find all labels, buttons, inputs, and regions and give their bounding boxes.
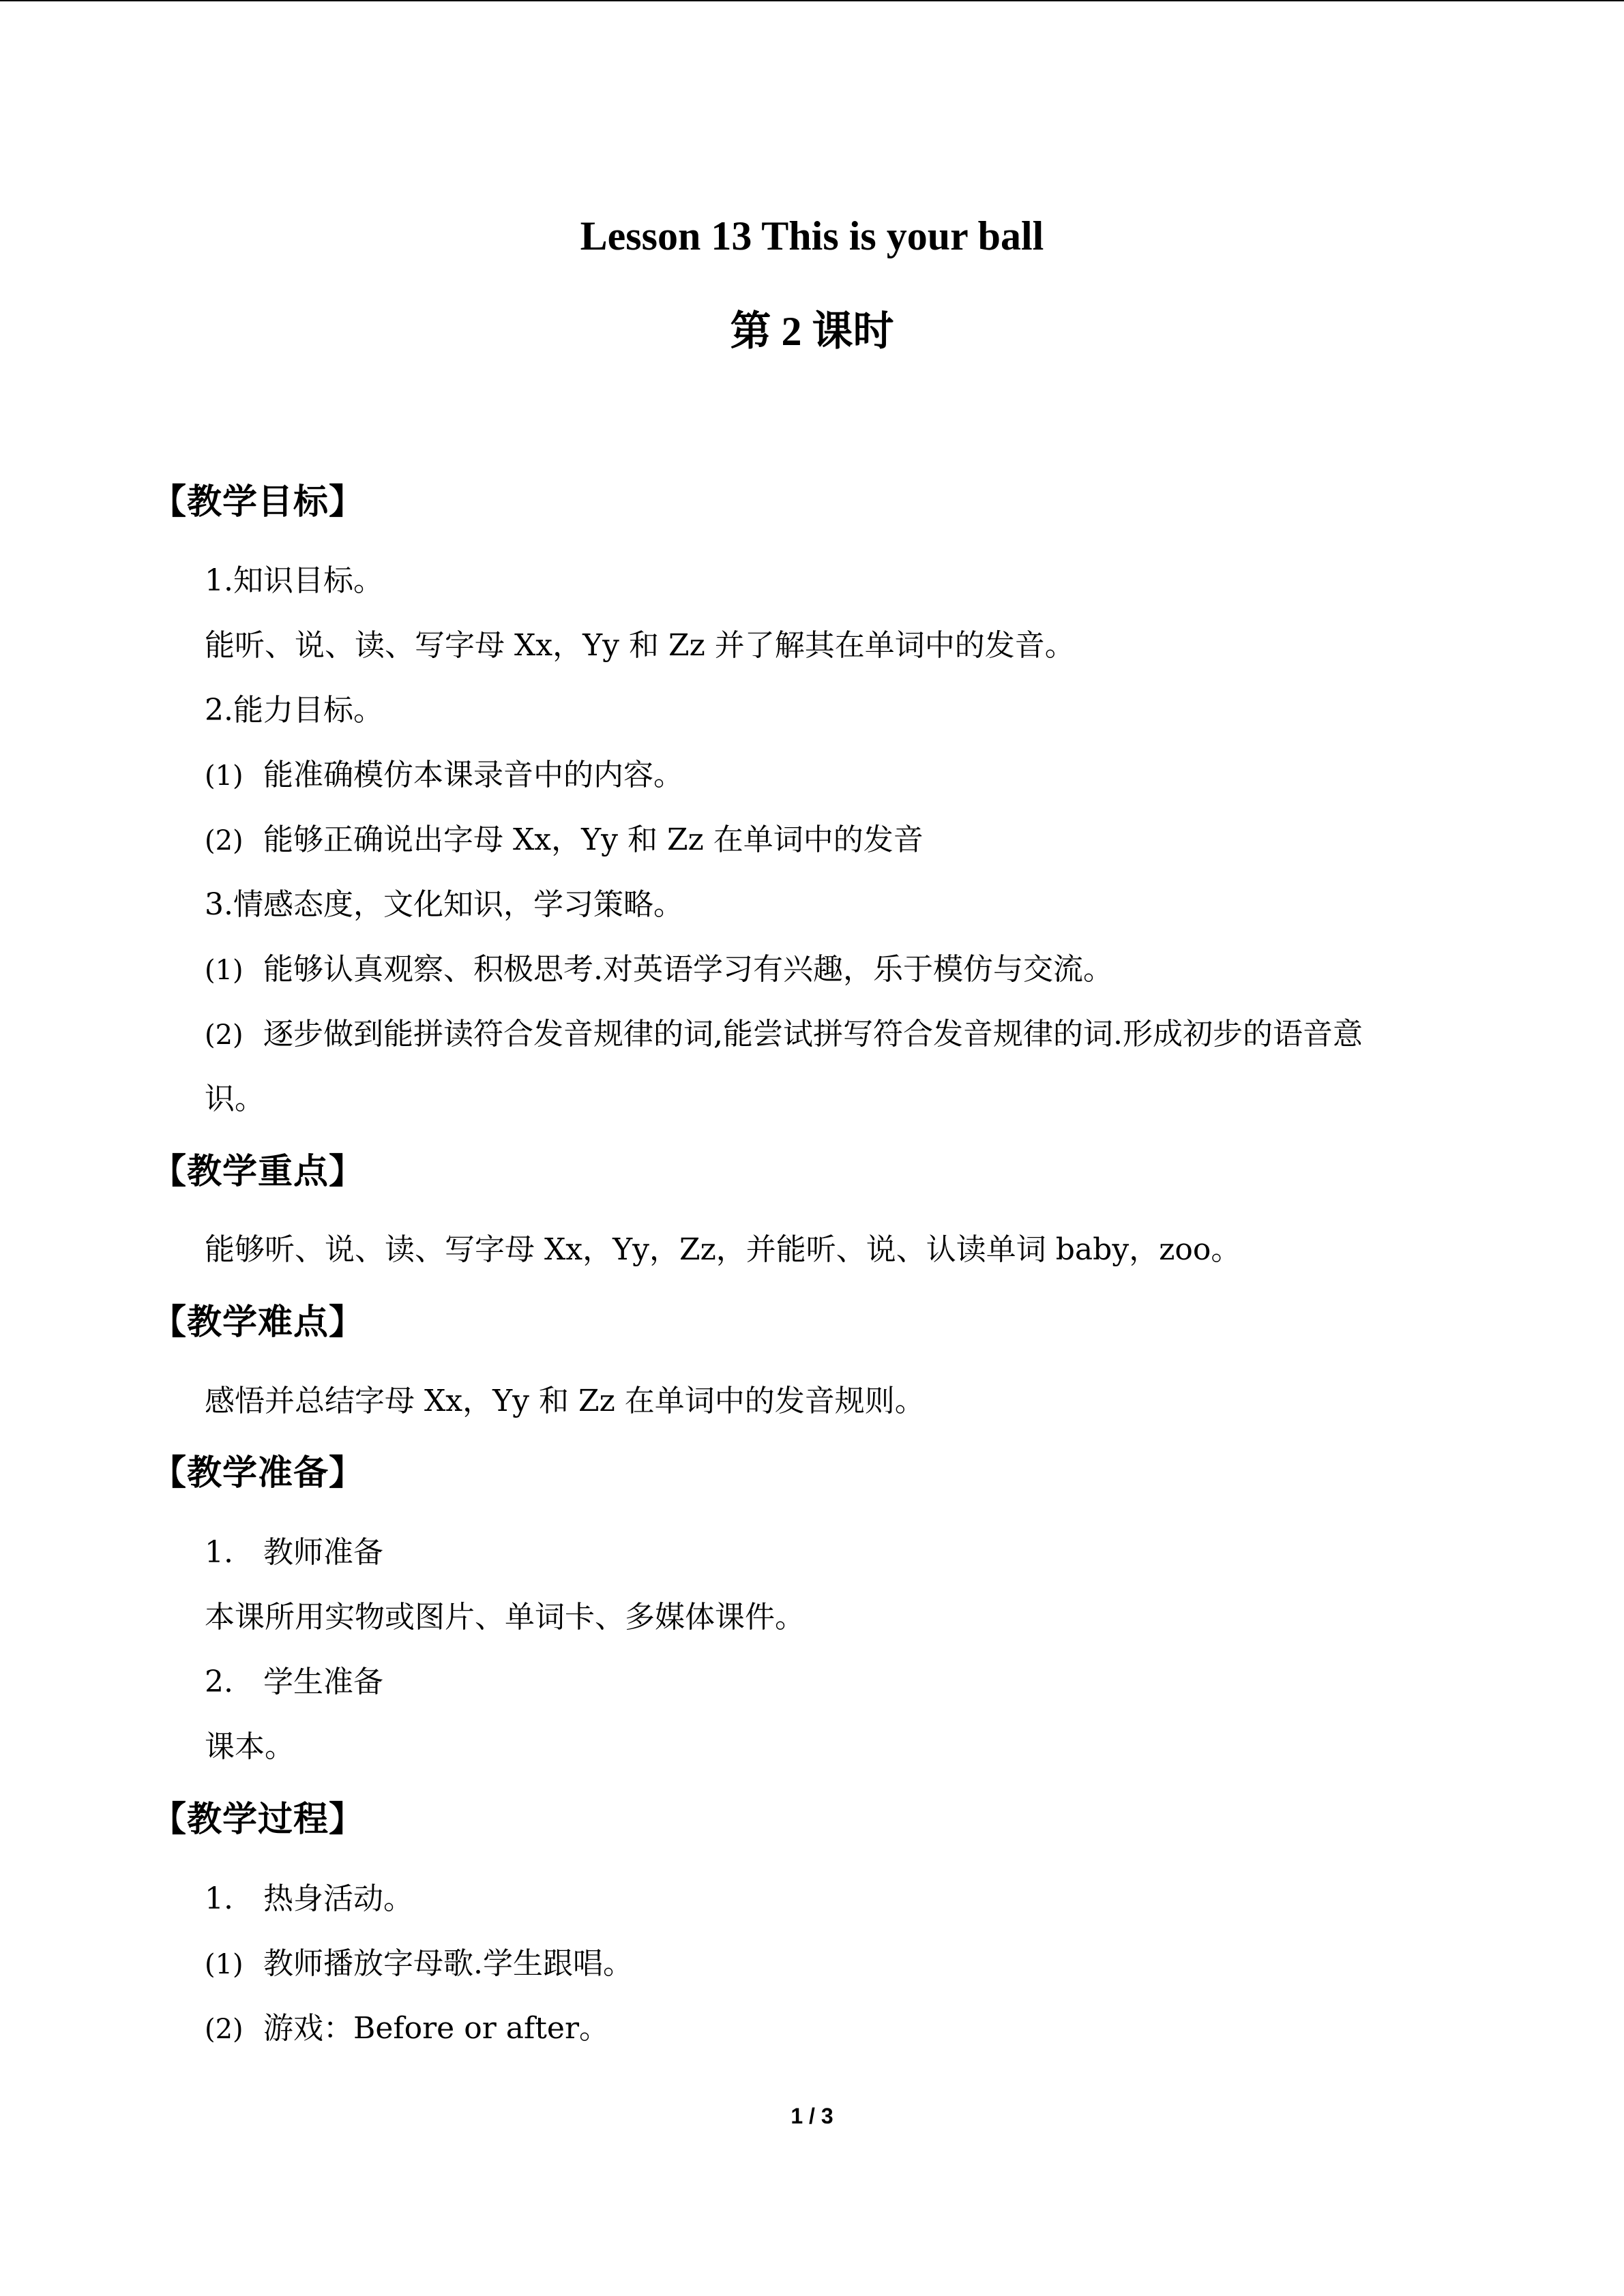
point-number: (2): [205, 825, 243, 856]
point-text: 逐步做到能拼读符合发音规律的词,能尝试拼写符合发音规律的词.形成初步的语音意: [263, 1017, 1363, 1052]
objective-1-title: 1.知识目标。: [205, 563, 383, 598]
section-heading-key-points: 【教学重点】: [151, 1152, 365, 1192]
preparation-item-2-text: 课本。: [205, 1729, 295, 1764]
section-heading-preparation: 【教学准备】: [151, 1453, 365, 1493]
point-number: (2): [205, 1019, 243, 1051]
point-number: (1): [205, 955, 243, 986]
objective-3-title: 3.情感态度，文化知识，学习策略。: [205, 887, 683, 922]
objective-1-text: 能听、说、读、写字母 Xx，Yy 和 Zz 并了解其在单词中的发音。: [205, 628, 1075, 663]
item-number: 1.: [205, 1881, 233, 1916]
document-title: Lesson 13 This is your ball: [580, 213, 1044, 258]
point-text: 游戏：Before or after。: [263, 2011, 609, 2046]
document-subtitle: 第 2 课时: [730, 309, 894, 354]
page-number: 1 / 3: [791, 2104, 833, 2128]
section-heading-objectives: 【教学目标】: [151, 482, 365, 522]
point-number: (1): [205, 1949, 243, 1980]
objective-2-point-1: [205, 750, 683, 794]
point-text: 能准确模仿本课录音中的内容。: [263, 758, 683, 792]
objective-2-point-2: [205, 815, 924, 859]
objective-2-title: 2.能力目标。: [205, 693, 383, 728]
objective-3-point-1: [205, 944, 1113, 988]
process-item-1: [205, 1874, 413, 1918]
item-label: 热身活动。: [263, 1881, 413, 1916]
key-points-text: 能够听、说、读、写字母 Xx，Yy，Zz，并能听、说、认读单词 baby，zoo。: [205, 1232, 1241, 1267]
item-label: 教师准备: [263, 1535, 383, 1570]
process-point-1: [205, 1939, 633, 1982]
point-text: 教师播放字母歌.学生跟唱。: [263, 1946, 633, 1981]
preparation-item-1: [205, 1527, 383, 1571]
point-number: (1): [205, 760, 243, 792]
process-point-2: [205, 2003, 609, 2047]
section-heading-process: 【教学过程】: [151, 1800, 365, 1840]
objective-3-point-2-continued: 识。: [205, 1082, 265, 1116]
difficulties-text: 感悟并总结字母 Xx，Yy 和 Zz 在单词中的发音规则。: [205, 1384, 925, 1418]
preparation-item-1-text: 本课所用实物或图片、单词卡、多媒体课件。: [205, 1600, 805, 1635]
section-heading-difficulties: 【教学难点】: [151, 1302, 365, 1343]
objective-3-point-2: [205, 1009, 1363, 1053]
item-number: 1.: [205, 1535, 233, 1570]
preparation-item-2: [205, 1657, 383, 1701]
point-text: 能够正确说出字母 Xx，Yy 和 Zz 在单词中的发音: [263, 822, 924, 857]
point-number: (2): [205, 2014, 243, 2045]
item-label: 学生准备: [263, 1665, 383, 1699]
item-number: 2.: [205, 1665, 233, 1699]
point-text: 能够认真观察、积极思考.对英语学习有兴趣，乐于模仿与交流。: [263, 952, 1113, 987]
